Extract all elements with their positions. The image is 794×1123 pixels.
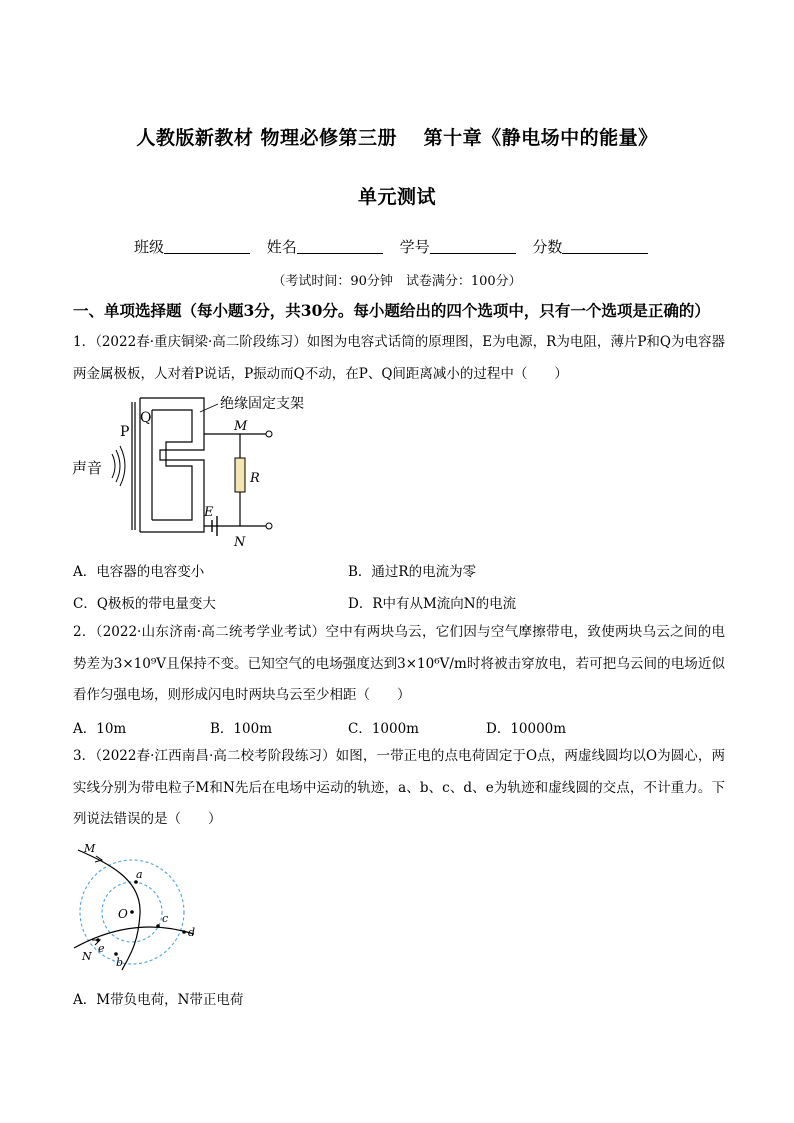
support-label: 绝缘固定支架: [220, 396, 304, 412]
student-info-row: [134, 236, 660, 257]
q2-option-d[interactable]: D．10000m: [486, 721, 567, 737]
p-label: P: [120, 424, 130, 440]
q1-option-d[interactable]: D．R中有从M流向N的电流: [348, 596, 517, 612]
q1-option-c[interactable]: C．Q极板的带电量变大: [73, 596, 216, 612]
terminal-n: [266, 523, 272, 529]
q2-option-a[interactable]: A．10m: [73, 721, 127, 737]
charge-o: [130, 910, 134, 914]
label-a: a: [136, 868, 143, 881]
doc-title: 人教版新教材 物理必修第三册 第十章《静电场中的能量》: [136, 127, 658, 149]
number-label: 学号: [399, 238, 430, 256]
name-label: 姓名: [266, 238, 297, 256]
terminal-m: [266, 431, 272, 437]
number-blank[interactable]: [430, 239, 516, 254]
sound-label: 声音: [72, 459, 103, 477]
score-blank[interactable]: [562, 239, 648, 254]
question-2-stem: 2．（2022·山东济南·高二统考学业考试）空中有两块乌云，它们因与空气摩擦带电，致使两块乌云之间的电势差为3×10⁹V且保持不变。已知空气的电场强度达到3×10⁶V/m时将被击穿放电，若可把乌云间的电场近似看作匀强电场，则形成闪电时两块乌云至少相距（ ）: [73, 624, 725, 703]
n-label: N: [234, 535, 246, 550]
q-label: Q: [140, 410, 152, 426]
m-label: M: [234, 419, 248, 434]
label-m: M: [84, 842, 96, 855]
microphone-circuit-figure: [72, 392, 304, 550]
label-b: b: [116, 956, 124, 969]
trajectory-figure: [70, 836, 210, 972]
class-blank[interactable]: [164, 239, 250, 254]
label-n: N: [82, 950, 92, 963]
label-d: d: [188, 926, 196, 939]
name-blank[interactable]: [297, 239, 383, 254]
q2-option-b[interactable]: B．100m: [210, 721, 272, 737]
question-3-stem: 3．（2022春·江西南昌·高二校考阶段练习）如图，一带正电的点电荷固定于O点，两虚线圆均以O为圆心，两实线分别为带电粒子M和N先后在电场中运动的轨迹，a、b、c、d、e为轨迹和虚线圆的交点，不计重力。下列说法错误的是（ ）: [73, 748, 725, 827]
point-d: [182, 930, 186, 934]
point-c: [156, 924, 160, 928]
r-label: R: [250, 471, 260, 486]
label-e: e: [98, 942, 105, 955]
exam-meta: （考试时间：90分钟 试卷满分：100分）: [272, 274, 522, 289]
q3-option-a[interactable]: A．M带负电荷，N带正电荷: [73, 992, 244, 1008]
q1-option-b[interactable]: B．通过R的电流为零: [348, 564, 477, 580]
label-c: c: [162, 912, 169, 925]
label-o: O: [118, 907, 128, 921]
q1-option-a[interactable]: A．电容器的电容变小: [73, 564, 205, 580]
q2-option-c[interactable]: C．1000m: [348, 721, 419, 737]
score-label: 分数: [532, 238, 563, 256]
resistor: [235, 458, 245, 492]
section-heading: 一、单项选择题（每小题3分，共30分。每小题给出的四个选项中，只有一个选项是正确的）: [73, 301, 710, 320]
e-label: E: [204, 505, 214, 520]
question-1-stem: 1．（2022春·重庆铜梁·高二阶段练习）如图为电容式话筒的原理图，E为电源，R为电阻，薄片P和Q为电容器两金属极板，人对着P说话，P振动而Q不动，在P、Q间距离减小的过程中（ ）: [73, 334, 725, 382]
class-label: 班级: [134, 238, 165, 256]
doc-subtitle: 单元测试: [357, 186, 436, 208]
